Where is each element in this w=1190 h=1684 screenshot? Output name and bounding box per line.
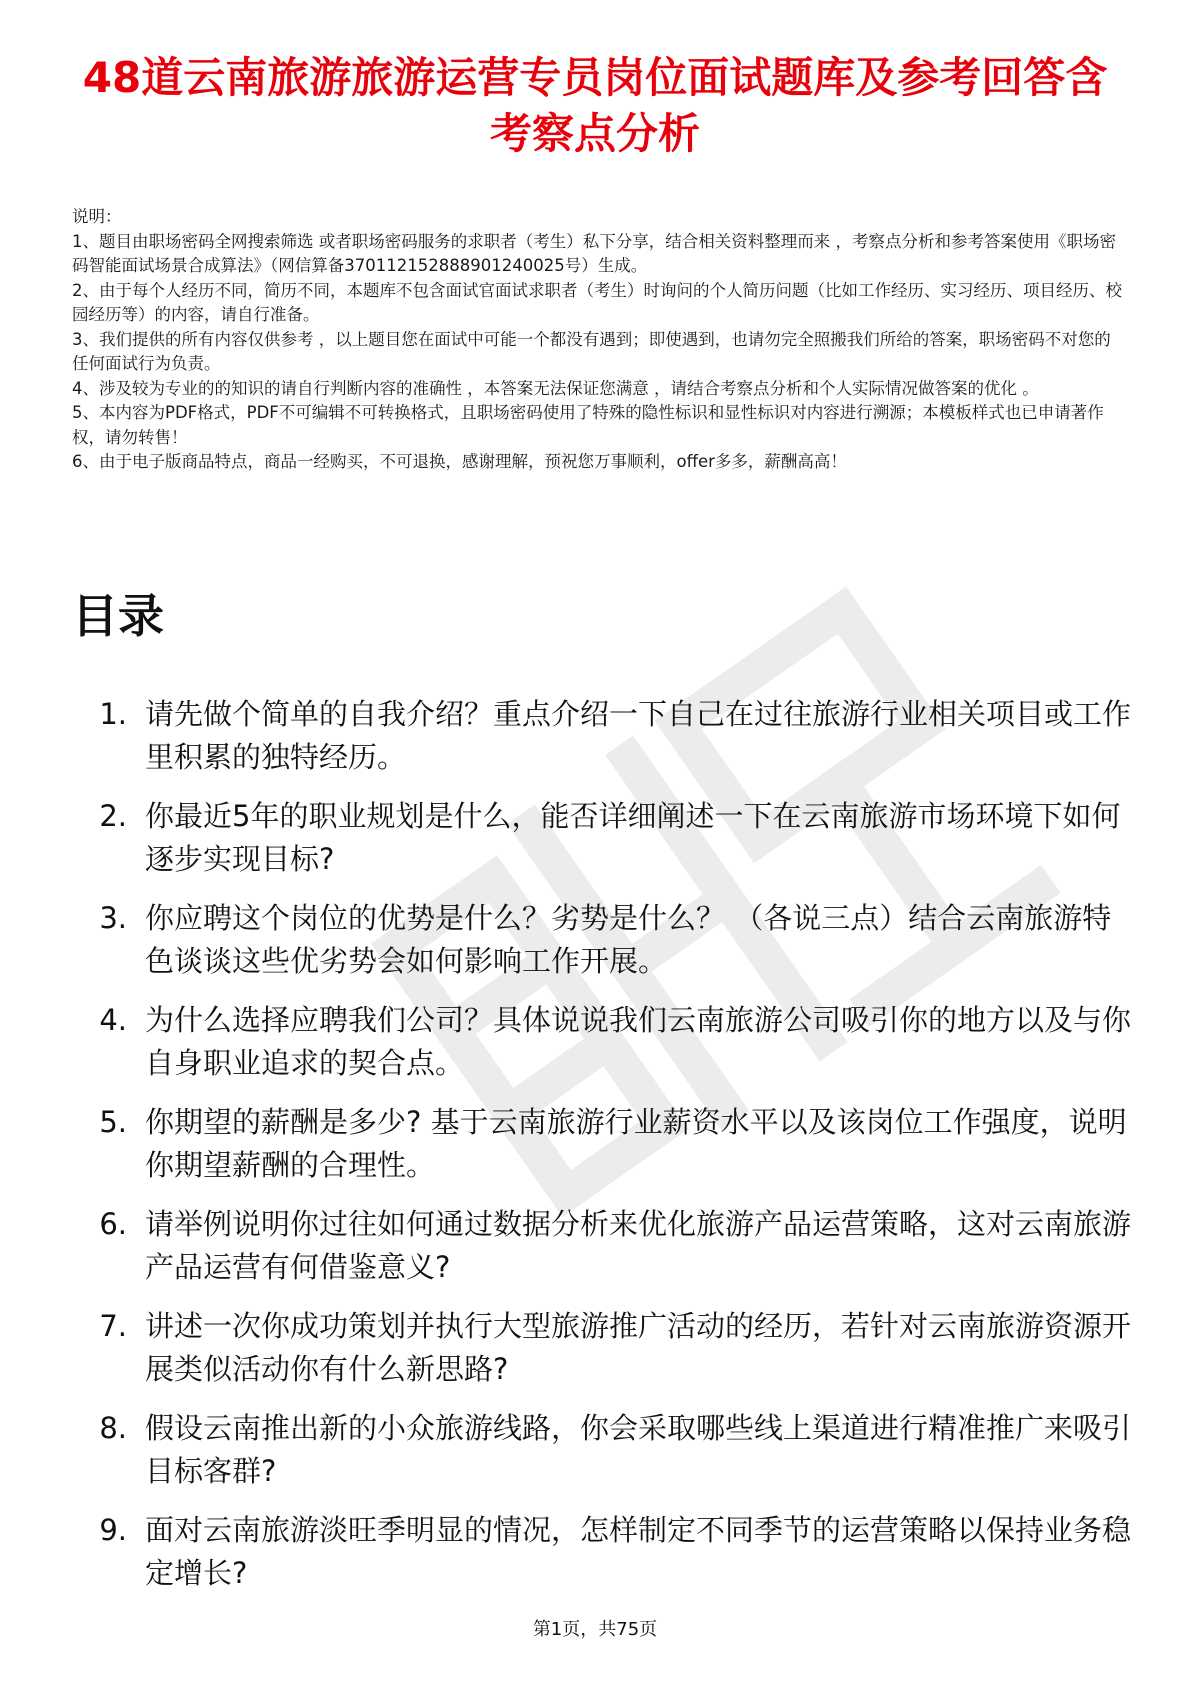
disclaimer-notes (72, 205, 1122, 475)
toc-item[interactable] (72, 999, 1132, 1085)
toc-heading: 目录 (72, 589, 164, 643)
page-number: 第1页，共75页 (532, 1619, 658, 1640)
toc-item[interactable] (72, 1203, 1132, 1289)
toc-item[interactable] (72, 897, 1132, 983)
toc-item-text: 请举例说明你过往如何通过数据分析来优化旅游产品运营策略，这对云南旅游产品运营有何借鉴意义? (145, 1207, 1132, 1284)
toc-item-number: 7. (99, 1309, 127, 1343)
toc-item-text: 你最近5年的职业规划是什么，能否详细阐述一下在云南旅游市场环境下如何逐步实现目标? (145, 799, 1121, 876)
toc-item[interactable] (72, 1101, 1132, 1187)
toc-item-text: 你应聘这个岗位的优势是什么？劣势是什么？ （各说三点）结合云南旅游特色谈谈这些优劣势会如何影响工作开展。 (145, 901, 1112, 978)
toc-list (72, 693, 1132, 1611)
toc-item-number: 6. (99, 1207, 127, 1241)
toc-item-text: 讲述一次你成功策划并执行大型旅游推广活动的经历，若针对云南旅游资源开展类似活动你有什么新思路? (145, 1309, 1132, 1386)
toc-item-text: 请先做个简单的自我介绍？重点介绍一下自己在过往旅游行业相关项目或工作里积累的独特经历。 (145, 697, 1132, 774)
toc-item-text: 假设云南推出新的小众旅游线路，你会采取哪些线上渠道进行精准推广来吸引目标客群? (145, 1411, 1132, 1488)
note-item: 6、由于电子版商品特点，商品一经购买，不可退换，感谢理解，预祝您万事顺利，offer多多，薪酬高高！ (72, 452, 847, 471)
toc-item-number: 1. (99, 697, 127, 731)
toc-item[interactable] (72, 1305, 1132, 1391)
note-item: 3、我们提供的所有内容仅供参考 ，以上题目您在面试中可能一个都没有遇到；即使遇到，也请勿完全照搬我们所给的答案，职场密码不对您的任何面试行为负责。 (72, 329, 1111, 373)
toc-item-number: 4. (99, 1003, 127, 1037)
toc-item-number: 3. (99, 901, 127, 935)
toc-item[interactable] (72, 795, 1132, 881)
toc-item-number: 2. (99, 799, 127, 833)
toc-item-number: 9. (99, 1513, 127, 1547)
note-item: 5、本内容为PDF格式，PDF不可编辑不可转换格式，且职场密码使用了特殊的隐性标识和显性标识对内容进行溯源；本模板样式也已申请著作权，请勿转售！ (72, 403, 1104, 447)
toc-item-number: 5. (99, 1105, 127, 1139)
toc-item[interactable] (72, 1509, 1132, 1595)
notes-heading: 说明： (72, 207, 122, 226)
note-item: 2、由于每个人经历不同，简历不同，本题库不包含面试官面试求职者（考生）时询问的个人简历问题（比如工作经历、实习经历、项目经历、校园经历等）的内容，请自行准备。 (72, 280, 1122, 324)
note-item: 4、涉及较为专业的的知识的请自行判断内容的准确性 ，本答案无法保证您满意 ，请结合考察点分析和个人实际情况做答案的优化 。 (72, 378, 1039, 398)
toc-item[interactable] (72, 693, 1132, 779)
toc-item-number: 8. (99, 1411, 127, 1445)
note-item: 1、题目由职场密码全网搜索筛选 或者职场密码服务的求职者（考生）私下分享，结合相关资料整理而来 ，考察点分析和参考答案使用《职场密码智能面试场景合成算法》（网信算备370112152888901240025号）生成。 (72, 231, 1116, 275)
toc-item-text: 你期望的薪酬是多少? 基于云南旅游行业薪资水平以及该岗位工作强度，说明你期望薪酬的合理性。 (145, 1105, 1127, 1182)
document-title: 48道云南旅游旅游运营专员岗位面试题库及参考回答含考察点分析 (82, 53, 1108, 158)
toc-item[interactable] (72, 1407, 1132, 1493)
toc-item-text: 为什么选择应聘我们公司？具体说说我们云南旅游公司吸引你的地方以及与你自身职业追求的契合点。 (145, 1003, 1132, 1080)
toc-item-text: 面对云南旅游淡旺季明显的情况，怎样制定不同季节的运营策略以保持业务稳定增长? (145, 1513, 1132, 1590)
